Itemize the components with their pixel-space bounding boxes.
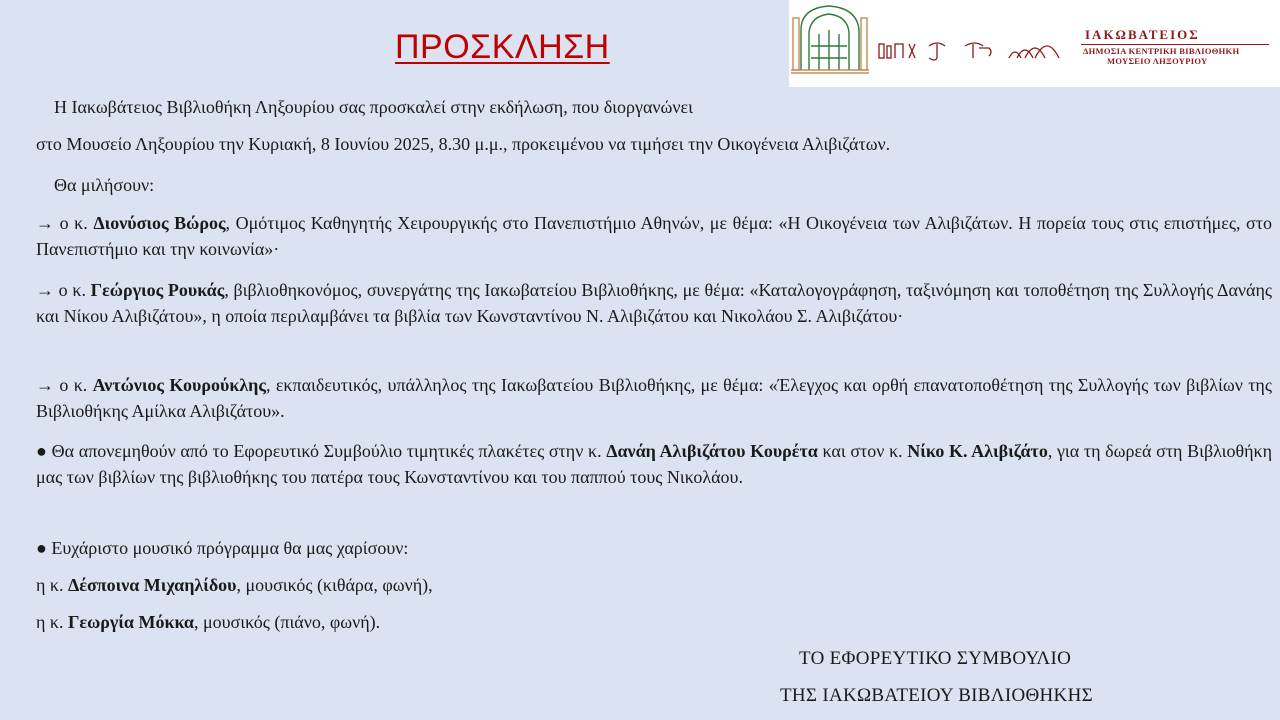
honoree-name: Νίκο Κ. Αλιβιζάτο <box>907 441 1048 461</box>
speaker-name: Αντώνιος Κουρούκλης <box>92 375 266 395</box>
honoree-name: Δανάη Αλιβιζάτου Κουρέτα <box>606 441 818 461</box>
signature-line-2: ΤΗΣ ΙΑΚΩΒΑΤΕΙΟΥ ΒΙΒΛΙΟΘΗΚΗΣ <box>780 685 1093 706</box>
performer-prefix: η κ. <box>36 612 68 632</box>
honors-text: , για τη δωρεά στη Βιβλιοθήκη μας των βιβλίων της βιβλιοθήκης του πατέρα τους Κωνσταντίνου και του παππού τους Νικολάου. <box>36 441 1272 487</box>
honors-paragraph <box>36 438 1272 490</box>
logo-subtitle-1: ΔΗΜΟΣΙΑ ΚΕΝΤΡΙΚΗ ΒΙΒΛΙΟΘΗΚΗ <box>1083 46 1240 56</box>
speaker-item <box>36 372 1272 424</box>
logo-divider <box>1081 44 1269 45</box>
speaker-prefix: → ο κ. <box>36 280 91 300</box>
speaker-name: Διονύσιος Βώρος <box>93 213 226 233</box>
library-logo <box>789 0 1280 87</box>
speakers-heading: Θα μιλήσουν: <box>54 175 155 195</box>
logo-wordmark <box>1081 28 1269 65</box>
performer-role: , μουσικός (κιθάρα, φωνή), <box>236 575 433 595</box>
music-heading: ● Ευχάριστο μουσικό πρόγραμμα θα μας χαρίσουν: <box>36 538 409 558</box>
speaker-description: , βιβλιοθηκονόμος, συνεργάτης της Ιακωβατείου Βιβλιοθήκης, με θέμα: «Καταλογογράφηση, ταξινόμηση και τοποθέτηση της Συλλογής Δανάης και Νίκου Αλιβιζάτου», η οποία περιλαμβάνει τα βιβλία των Κωνσταντίνου Ν. Αλιβιζάτου και Νικολάου Σ. Αλιβιζάτου· <box>36 280 1273 326</box>
performer-item <box>36 572 433 598</box>
honors-text: ● Θα απονεμηθούν από το Εφορευτικό Συμβούλιο τιμητικές πλακέτες στην κ. <box>36 441 607 461</box>
speaker-item <box>36 210 1272 262</box>
performer-item <box>36 609 380 635</box>
signature-line-1: ΤΟ ΕΦΟΡΕΥΤΙΚΟ ΣΥΜΒΟΥΛΙΟ <box>799 648 1072 669</box>
performer-name: Γεωργία Μόκκα <box>67 612 194 632</box>
logo-name: ΙΑΚΩΒΑΤΕΙΟΣ <box>1085 27 1200 42</box>
intro-line-2: στο Μουσείο Ληξουρίου την Κυριακή, 8 Ιουνίου 2025, 8.30 μ.μ., προκειμένου να τιμήσει την Οικογένεια Αλιβιζάτων. <box>36 134 891 154</box>
performer-prefix: η κ. <box>36 575 68 595</box>
logo-subtitle-2: ΜΟΥΣΕΙΟ ΛΗΞΟΥΡΙΟΥ <box>1107 55 1208 66</box>
speaker-prefix: → ο κ. <box>36 213 94 233</box>
honors-text: και στον κ. <box>817 441 908 461</box>
performer-name: Δέσποινα Μιχαηλίδου <box>67 575 237 595</box>
performer-role: , μουσικός (πιάνο, φωνή). <box>193 612 381 632</box>
speaker-description: , εκπαιδευτικός, υπάλληλος της Ιακωβατείου Βιβλιοθήκης, με θέμα: «Έλεγχος και ορθή επανατοποθέτηση της Συλλογής των βιβλίων της Βιβλιοθήκης Αμίλκα Αλιβιζάτου». <box>36 375 1272 421</box>
speaker-prefix: → ο κ. <box>36 375 93 395</box>
intro-line-1: Η Ιακωβάτειος Βιβλιοθήκη Ληξουρίου σας προσκαλεί στην εκδήλωση, που διοργανώνει <box>54 97 693 117</box>
speaker-description: , Ομότιμος Καθηγητής Χειρουργικής στο Πανεπιστήμιο Αθηνών, με θέμα: «Η Οικογένεια των Αλιβιζάτων. Η πορεία τους στις επιστήμες, στο Πανεπιστήμιο και την κοινωνία»· <box>36 213 1272 259</box>
speaker-name: Γεώργιος Ρουκάς <box>90 280 225 300</box>
page-title: ΠΡΟΣΚΛΗΣΗ <box>395 28 610 66</box>
speaker-item <box>36 277 1272 329</box>
